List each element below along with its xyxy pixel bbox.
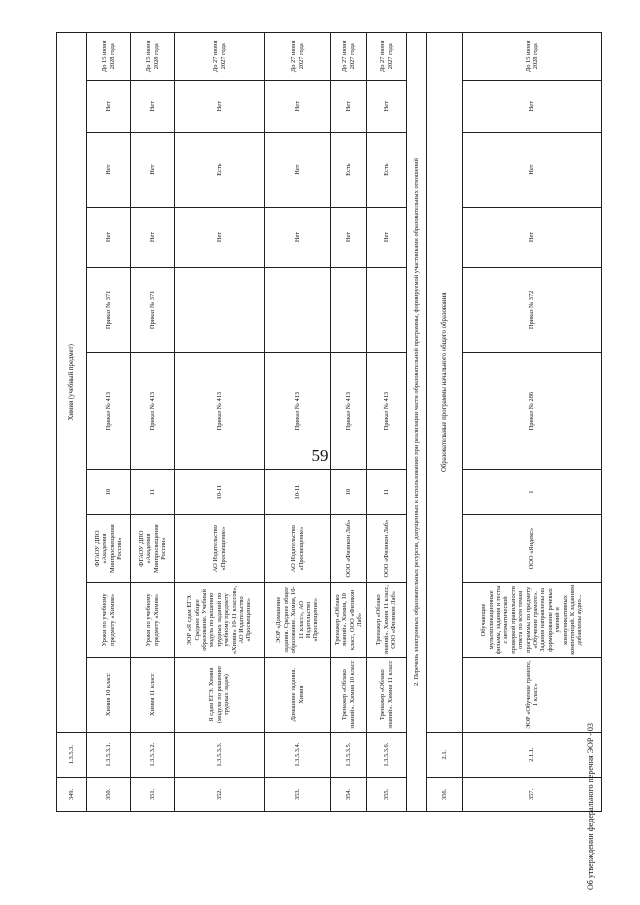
row-code: 1.3.5.3.4. (265, 732, 331, 777)
table-row (463, 33, 602, 812)
deadline: До 27 июня 2027 года (175, 33, 265, 81)
resource-name: Химия 10 класс (87, 657, 131, 732)
row-code: 2.1. (427, 732, 463, 777)
row-number: 349. (57, 777, 87, 811)
resource-description: ЭОР «Домашние задания. Среднее общее образование. Химия, 10-11 класс», АО Издательство «Просвещение» (265, 583, 331, 658)
order-prosveshcheniya: Приказ № 286 (463, 353, 602, 470)
row-code: 1.3.5.3.6. (367, 732, 407, 777)
grade: 11 (367, 470, 407, 515)
criterion-3: Нет (131, 80, 175, 132)
deadline: До 15 июня 2028 года (131, 33, 175, 81)
row-number: 351. (131, 777, 175, 811)
row-number: 353. (265, 777, 331, 811)
row-code: 1.3.5.3.3. (175, 732, 265, 777)
developer: АО Издательство «Просвещение» (175, 515, 265, 583)
resource-description: Обучающие мультипликационные фильмы, задания и тесты с автоматической проверкой правильности ответа по всем темам программы по предмету «Обучение грамоте». Задания направлены на формирование речевых умений и коммуникативных компетенций. К заданиям добавлены аудио... (463, 583, 602, 658)
page-number: 59 (311, 446, 329, 465)
deadline: До 27 июня 2027 года (367, 33, 407, 81)
resource-name: Я сдам ЕГЭ. Химия (модули по решению трудных задач) (175, 657, 265, 732)
table-row (57, 33, 87, 812)
grade: 10 (331, 470, 367, 515)
criterion-1: Нет (463, 207, 602, 267)
row-number: 356. (427, 777, 463, 811)
order-prosveshcheniya: Приказ № 413 (87, 353, 131, 470)
row-number: 355. (367, 777, 407, 811)
grade: 10 (87, 470, 131, 515)
criterion-1: Нет (331, 207, 367, 267)
resource-description: Тренажер «Облако знаний». Химия, 10 класс, ООО «Физикон Лаб» (331, 583, 367, 658)
criterion-1: Нет (87, 207, 131, 267)
criterion-1: Нет (265, 207, 331, 267)
row-number: 357. (463, 777, 602, 811)
criterion-1: Нет (367, 207, 407, 267)
criterion-2: Есть (367, 132, 407, 207)
order-minpros (265, 267, 331, 353)
table-row (427, 33, 463, 812)
resource-name: Химия 11 класс (131, 657, 175, 732)
table-row (131, 33, 175, 812)
criterion-2: Нет (463, 132, 602, 207)
section-row (407, 33, 427, 812)
developer: АО Издательство «Просвещение» (265, 515, 331, 583)
order-prosveshcheniya: Приказ № 413 (131, 353, 175, 470)
grade: 10-11 (265, 470, 331, 515)
criterion-2: Нет (131, 132, 175, 207)
deadline: До 27 июня 2027 года (331, 33, 367, 81)
row-code: 1.3.5.3. (57, 732, 87, 777)
order-minpros (367, 267, 407, 353)
criterion-3: Нет (367, 80, 407, 132)
resource-name: Домашние задания. Химия (265, 657, 331, 732)
resource-description: Уроки по учебному предмету «Химия» (131, 583, 175, 658)
criterion-3: Нет (87, 80, 131, 132)
row-number: 350. (87, 777, 131, 811)
eor-table (56, 32, 602, 812)
row-number: 354. (331, 777, 367, 811)
order-prosveshcheniya: Приказ № 413 (367, 353, 407, 470)
document-footer (584, 560, 604, 890)
developer: ООО «Физикон Лаб» (331, 515, 367, 583)
resource-name: Тренажер «Облако знаний». Химия 10 класс (331, 657, 367, 732)
resource-description: ЭОР «Я сдам ЕГЭ. Среднее общее образование. Учебный модуль по решению трудных заданий по учебному предмету «Химия» 10-11 классов», АО Издательство «Просвещение» (175, 583, 265, 658)
table-body (57, 33, 602, 812)
order-prosveshcheniya: Приказ № 413 (265, 353, 331, 470)
developer: ФГАОУ ДПО «Академия Минпросвещения России» (131, 515, 175, 583)
criterion-3: Нет (331, 80, 367, 132)
criterion-2: Нет (87, 132, 131, 207)
footer-text: Об утверждении федерального перечня ЭОР - 03 (586, 723, 595, 890)
table-row (331, 33, 367, 812)
resource-description: Уроки по учебному предмету «Химия» (87, 583, 131, 658)
criterion-1: Нет (131, 207, 175, 267)
criterion-2: Есть (331, 132, 367, 207)
order-minpros (175, 267, 265, 353)
resource-name: Тренажер «Облако знаний». Химия 11 класс (367, 657, 407, 732)
rotated-table-container (56, 32, 601, 812)
subsection-title: Образовательные программы начального общего образования (427, 33, 463, 733)
table-row (367, 33, 407, 812)
order-minpros: Приказ № 372 (463, 267, 602, 353)
deadline: До 15 июня 2028 года (463, 33, 602, 81)
developer: ООО «Яндекс» (463, 515, 602, 583)
developer: ФГАОУ ДПО «Академия Минпросвещения России» (87, 515, 131, 583)
row-code: 1.3.5.3.2. (131, 732, 175, 777)
criterion-3: Нет (175, 80, 265, 132)
table-row (265, 33, 331, 812)
section-heading: 2. Перечень электронных образовательных ресурсов, допущенных к использованию при реализации части образовательной программы, формируемой участниками образовательных отношений (407, 33, 427, 812)
row-code: 1.3.5.3.1. (87, 732, 131, 777)
resource-description: Тренажер «Облако знаний». Химия 11 класс, ООО «Физикон Лаб» (367, 583, 407, 658)
criterion-2: Есть (175, 132, 265, 207)
order-prosveshcheniya: Приказ № 413 (331, 353, 367, 470)
criterion-3: Нет (463, 80, 602, 132)
table-row (175, 33, 265, 812)
row-code: 2.1.1. (463, 732, 602, 777)
order-minpros: Приказ № 371 (87, 267, 131, 353)
order-prosveshcheniya: Приказ № 413 (175, 353, 265, 470)
criterion-3: Нет (265, 80, 331, 132)
row-number: 352. (175, 777, 265, 811)
deadline: До 15 июня 2028 года (87, 33, 131, 81)
criterion-2: Нет (265, 132, 331, 207)
row-code: 1.3.5.3.5. (331, 732, 367, 777)
table-row (87, 33, 131, 812)
order-minpros: Приказ № 371 (131, 267, 175, 353)
developer: ООО «Физикон Лаб» (367, 515, 407, 583)
grade: 11 (131, 470, 175, 515)
criterion-1: Нет (175, 207, 265, 267)
grade: 1 (463, 470, 602, 515)
deadline: До 27 июня 2027 года (265, 33, 331, 81)
resource-name: ЭОР «Обучение грамоте, 1 класс» (463, 657, 602, 732)
order-minpros (331, 267, 367, 353)
grade: 10-11 (175, 470, 265, 515)
section-title: Химия (учебный предмет) (57, 33, 87, 733)
